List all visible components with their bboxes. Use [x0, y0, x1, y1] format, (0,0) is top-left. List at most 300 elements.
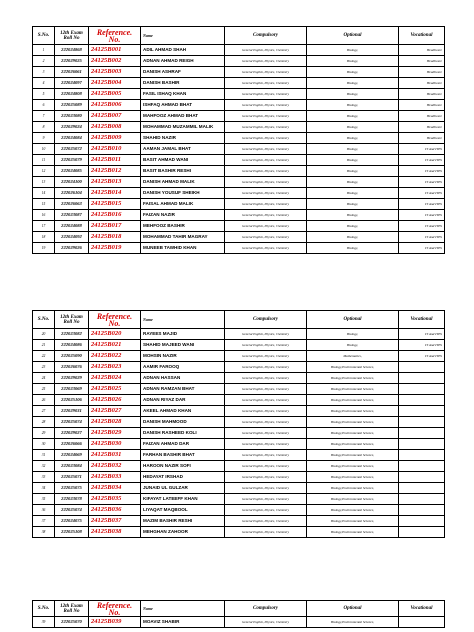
cell-reference-no: 24125B021: [89, 340, 141, 351]
cell-roll-no: 222025090: [55, 351, 89, 362]
cell-vocational: [399, 516, 445, 527]
cell-vocational: [399, 384, 445, 395]
cell-reference-no: 24125B010: [89, 144, 141, 155]
cell-sno: 8: [33, 122, 55, 133]
table-header: [33, 601, 445, 617]
table-row: [33, 373, 445, 384]
cell-compulsory: General English, Physics, Chemistry: [225, 461, 307, 472]
cell-optional: Biology,: [307, 100, 399, 111]
cell-sno: 22: [33, 351, 55, 362]
header-name: Name: [141, 601, 225, 617]
cell-optional: Biology,: [307, 133, 399, 144]
header-name: Name: [141, 311, 225, 329]
cell-vocational: IT And ITES: [399, 232, 445, 243]
header-optional: Optional: [307, 311, 399, 329]
table-row: [33, 406, 445, 417]
header-roll: 12th Exam Roll No: [55, 27, 89, 45]
cell-name: KIFAYAT LATEEFF KHAN: [141, 494, 225, 505]
cell-name: LIYAQAT MAQBOOL: [141, 505, 225, 516]
cell-vocational: Healthcare: [399, 78, 445, 89]
cell-compulsory: General English, Physics, Chemistry: [225, 373, 307, 384]
cell-compulsory: General English, Physics, Chemistry: [225, 406, 307, 417]
cell-compulsory: General English, Physics, Chemistry: [225, 111, 307, 122]
cell-reference-no: 24125B011: [89, 155, 141, 166]
table-row: [33, 100, 445, 111]
header-vocational: Vocational: [399, 601, 445, 617]
header-name: Name: [141, 27, 225, 45]
cell-roll-no: 222029025: [55, 56, 89, 67]
table-row: [33, 221, 445, 232]
cell-reference-no: 24125B035: [89, 494, 141, 505]
cell-optional: Biology,: [307, 210, 399, 221]
table-row: [33, 439, 445, 450]
cell-sno: 7: [33, 111, 55, 122]
cell-vocational: Healthcare: [399, 89, 445, 100]
cell-roll-no: 222023084: [55, 461, 89, 472]
cell-optional: Biology,: [307, 221, 399, 232]
table-body: [33, 329, 445, 538]
cell-name: MOHAMMAD MUZAMMIL MALIK: [141, 122, 225, 133]
cell-name: DANISH BASHIR: [141, 78, 225, 89]
cell-roll-no: 222026066: [55, 439, 89, 450]
cell-vocational: [399, 617, 445, 628]
cell-compulsory: General English, Physics, Chemistry: [225, 450, 307, 461]
header-roll: 12th Exam Roll No: [55, 311, 89, 329]
cell-vocational: [399, 362, 445, 373]
cell-sno: 25: [33, 384, 55, 395]
table-row: [33, 417, 445, 428]
cell-optional: Biology,: [307, 340, 399, 351]
cell-reference-no: 24125B002: [89, 56, 141, 67]
cell-name: AAMAN JAMAL BHAT: [141, 144, 225, 155]
cell-vocational: [399, 395, 445, 406]
student-table-2: [32, 310, 445, 538]
header-compulsory: Compulsory: [225, 601, 307, 617]
table-row: [33, 351, 445, 362]
cell-roll-no: 222025108: [55, 527, 89, 538]
cell-compulsory: General English, Physics, Chemistry: [225, 177, 307, 188]
cell-optional: Biology,Environmental Science,: [307, 505, 399, 516]
cell-compulsory: General English, Physics, Chemistry: [225, 155, 307, 166]
cell-name: DANISH AHMAD MALIK: [141, 177, 225, 188]
cell-sno: 12: [33, 166, 55, 177]
cell-roll-no: 222025074: [55, 417, 89, 428]
cell-sno: 1: [33, 45, 55, 56]
cell-reference-no: 24125B015: [89, 199, 141, 210]
cell-optional: Biology,: [307, 111, 399, 122]
cell-name: FARHAN BASHIR BHAT: [141, 450, 225, 461]
cell-reference-no: 24125B020: [89, 329, 141, 340]
cell-name: ADNAN RAMZAN BHAT: [141, 384, 225, 395]
cell-reference-no: 24125B019: [89, 243, 141, 254]
table-row: [33, 494, 445, 505]
cell-reference-no: 24125B001: [89, 45, 141, 56]
cell-sno: 27: [33, 406, 55, 417]
header-sno: S.No.: [33, 311, 55, 329]
header-reference: Reference. No.: [89, 27, 141, 45]
cell-name: RAYEES MAJID: [141, 329, 225, 340]
cell-sno: 9: [33, 133, 55, 144]
table-row: [33, 384, 445, 395]
cell-reference-no: 24125B013: [89, 177, 141, 188]
cell-vocational: [399, 450, 445, 461]
cell-reference-no: 24125B038: [89, 527, 141, 538]
table-row: [33, 122, 445, 133]
cell-compulsory: General English, Physics, Chemistry: [225, 417, 307, 428]
cell-sno: 30: [33, 439, 55, 450]
header-compulsory: Compulsory: [225, 27, 307, 45]
cell-optional: Biology,: [307, 243, 399, 254]
header-roll: 12th Exam Roll No: [55, 601, 89, 617]
cell-roll-no: 222024808: [55, 89, 89, 100]
student-table-3: [32, 600, 445, 628]
cell-vocational: Healthcare: [399, 111, 445, 122]
cell-name: FAIZAN NAZIR: [141, 210, 225, 221]
cell-name: MEHFOOZ BASHIR: [141, 221, 225, 232]
cell-optional: Biology,: [307, 45, 399, 56]
cell-reference-no: 24125B032: [89, 461, 141, 472]
cell-name: DANISH RASHEED KOLI: [141, 428, 225, 439]
cell-sno: 26: [33, 395, 55, 406]
cell-reference-no: 24125B022: [89, 351, 141, 362]
cell-vocational: IT And ITES: [399, 166, 445, 177]
table-row: [33, 199, 445, 210]
cell-optional: Biology,: [307, 122, 399, 133]
cell-vocational: [399, 494, 445, 505]
table-row: [33, 362, 445, 373]
cell-compulsory: General English, Physics, Chemistry: [225, 232, 307, 243]
cell-vocational: Healthcare: [399, 56, 445, 67]
cell-compulsory: General English, Physics, Chemistry: [225, 67, 307, 78]
cell-vocational: IT And ITES: [399, 155, 445, 166]
cell-reference-no: 24125B006: [89, 100, 141, 111]
cell-reference-no: 24125B031: [89, 450, 141, 461]
table-row: [33, 210, 445, 221]
cell-sno: 29: [33, 428, 55, 439]
cell-compulsory: General English, Physics, Chemistry: [225, 210, 307, 221]
cell-reference-no: 24125B018: [89, 232, 141, 243]
cell-reference-no: 24125B009: [89, 133, 141, 144]
cell-optional: Biology,: [307, 199, 399, 210]
table-row: [33, 505, 445, 516]
table-row: [33, 472, 445, 483]
cell-optional: Biology,Environmental Science,: [307, 384, 399, 395]
cell-sno: 33: [33, 472, 55, 483]
table-row: [33, 144, 445, 155]
cell-compulsory: General English, Physics, Chemistry: [225, 516, 307, 527]
cell-sno: 38: [33, 527, 55, 538]
cell-sno: 18: [33, 232, 55, 243]
table-row: [33, 78, 445, 89]
cell-optional: Biology,: [307, 177, 399, 188]
cell-sno: 13: [33, 177, 55, 188]
cell-sno: 19: [33, 243, 55, 254]
table-row: [33, 166, 445, 177]
cell-reference-no: 24125B005: [89, 89, 141, 100]
cell-reference-no: 24125B029: [89, 428, 141, 439]
cell-compulsory: General English, Physics, Chemistry: [225, 494, 307, 505]
cell-compulsory: General English, Physics, Chemistry: [225, 78, 307, 89]
cell-vocational: Healthcare: [399, 45, 445, 56]
cell-compulsory: General English, Physics, Chemistry: [225, 505, 307, 516]
cell-vocational: IT And ITES: [399, 340, 445, 351]
cell-compulsory: General English, Physics, Chemistry: [225, 362, 307, 373]
cell-optional: Biology,: [307, 56, 399, 67]
cell-compulsory: General English, Physics, Chemistry: [225, 100, 307, 111]
cell-roll-no: 222023082: [55, 329, 89, 340]
cell-name: BASIT AHMAD WANI: [141, 155, 225, 166]
table-row: [33, 329, 445, 340]
cell-vocational: [399, 527, 445, 538]
header-compulsory: Compulsory: [225, 311, 307, 329]
cell-sno: 16: [33, 210, 55, 221]
cell-optional: Biology,: [307, 166, 399, 177]
cell-sno: 2: [33, 56, 55, 67]
cell-sno: 5: [33, 89, 55, 100]
table-row: [33, 45, 445, 56]
cell-sno: 4: [33, 78, 55, 89]
cell-optional: Biology,Environmental Science,: [307, 439, 399, 450]
cell-optional: Biology,: [307, 155, 399, 166]
cell-reference-no: 24125B007: [89, 111, 141, 122]
cell-optional: Biology,Environmental Science,: [307, 494, 399, 505]
table-header: [33, 311, 445, 329]
cell-name: ADIL AHMAD SHAH: [141, 45, 225, 56]
cell-vocational: IT And ITES: [399, 351, 445, 362]
cell-sno: 34: [33, 483, 55, 494]
cell-vocational: [399, 505, 445, 516]
cell-reference-no: 24125B012: [89, 166, 141, 177]
table-row: [33, 340, 445, 351]
table-row: [33, 483, 445, 494]
cell-sno: 21: [33, 340, 55, 351]
cell-optional: Biology,: [307, 188, 399, 199]
cell-compulsory: General English, Physics, Chemistry: [225, 166, 307, 177]
cell-optional: Biology,Environmental Science,: [307, 516, 399, 527]
cell-name: SHAHID NAZIR: [141, 133, 225, 144]
cell-name: SHAHID MAJEED WANI: [141, 340, 225, 351]
cell-sno: 35: [33, 494, 55, 505]
cell-optional: Biology,: [307, 329, 399, 340]
cell-compulsory: General English, Physics, Chemistry: [225, 395, 307, 406]
cell-name: FAIZAN AHMAD DAR: [141, 439, 225, 450]
cell-optional: Mathematics,: [307, 351, 399, 362]
cell-vocational: [399, 439, 445, 450]
cell-name: DANISH MAHMOOD: [141, 417, 225, 428]
cell-roll-no: 222024868: [55, 45, 89, 56]
table-row: [33, 395, 445, 406]
cell-compulsory: General English, Physics, Chemistry: [225, 89, 307, 100]
cell-optional: Biology,Environmental Science,: [307, 527, 399, 538]
table-row: [33, 450, 445, 461]
cell-name: AAMIR FAROOQ: [141, 362, 225, 373]
cell-name: MOHAMMAD TAHIR MAGRAY: [141, 232, 225, 243]
cell-optional: Biology,: [307, 232, 399, 243]
cell-compulsory: General English, Physics, Chemistry: [225, 340, 307, 351]
cell-compulsory: General English, Physics, Chemistry: [225, 384, 307, 395]
cell-roll-no: 222023087: [55, 210, 89, 221]
cell-compulsory: General English, Physics, Chemistry: [225, 56, 307, 67]
cell-optional: Biology,Environmental Science,: [307, 362, 399, 373]
table-row: [33, 56, 445, 67]
cell-reference-no: 24125B027: [89, 406, 141, 417]
cell-optional: Biology,Environmental Science,: [307, 428, 399, 439]
cell-name: HAROON NAZIR SOFI: [141, 461, 225, 472]
cell-compulsory: General English, Physics, Chemistry: [225, 188, 307, 199]
cell-reference-no: 24125B014: [89, 188, 141, 199]
cell-vocational: IT And ITES: [399, 329, 445, 340]
cell-roll-no: 222029024: [55, 122, 89, 133]
cell-optional: Biology,Environmental Science,: [307, 450, 399, 461]
header-sno: S.No.: [33, 601, 55, 617]
cell-roll-no: 222025106: [55, 395, 89, 406]
cell-reference-no: 24125B037: [89, 516, 141, 527]
cell-vocational: [399, 483, 445, 494]
cell-vocational: [399, 428, 445, 439]
cell-optional: Biology,: [307, 78, 399, 89]
cell-optional: Biology,Environmental Science,: [307, 406, 399, 417]
cell-roll-no: 222025074: [55, 505, 89, 516]
cell-optional: Biology,Environmental Science,: [307, 617, 399, 628]
cell-sno: 6: [33, 100, 55, 111]
table-row: [33, 461, 445, 472]
cell-roll-no: 222024100: [55, 177, 89, 188]
table-row: [33, 428, 445, 439]
cell-reference-no: 24125B028: [89, 417, 141, 428]
cell-roll-no: 222025075: [55, 483, 89, 494]
table-row: [33, 188, 445, 199]
cell-vocational: Healthcare: [399, 122, 445, 133]
cell-roll-no: 222026076: [55, 362, 89, 373]
cell-sno: 37: [33, 516, 55, 527]
student-table-1: [32, 26, 445, 254]
cell-roll-no: 222029031: [55, 406, 89, 417]
cell-name: ADNAN HASSAN: [141, 373, 225, 384]
cell-vocational: IT And ITES: [399, 221, 445, 232]
cell-optional: Biology,Environmental Science,: [307, 373, 399, 384]
cell-roll-no: 222025079: [55, 155, 89, 166]
cell-roll-no: 222029027: [55, 428, 89, 439]
cell-name: MOHSIN NAZIR: [141, 351, 225, 362]
cell-vocational: Healthcare: [399, 133, 445, 144]
table-row: [33, 516, 445, 527]
cell-reference-no: 24125B034: [89, 483, 141, 494]
cell-roll-no: 222029026: [55, 243, 89, 254]
table-body: [33, 45, 445, 254]
cell-sno: 20: [33, 329, 55, 340]
header-sno: S.No.: [33, 27, 55, 45]
cell-name: DANISH YOUSUF SHEIKH: [141, 188, 225, 199]
cell-optional: Biology,Environmental Science,: [307, 472, 399, 483]
cell-compulsory: General English, Physics, Chemistry: [225, 428, 307, 439]
table-header: [33, 27, 445, 45]
cell-roll-no: 222024088: [55, 221, 89, 232]
cell-name: ADNAN AHMAD REIGH: [141, 56, 225, 67]
cell-reference-no: 24125B039: [89, 617, 141, 628]
cell-roll-no: 222024084: [55, 133, 89, 144]
cell-optional: Biology,Environmental Science,: [307, 417, 399, 428]
cell-roll-no: 222024085: [55, 166, 89, 177]
header-optional: Optional: [307, 601, 399, 617]
cell-optional: Biology,: [307, 67, 399, 78]
cell-compulsory: General English, Physics, Chemistry: [225, 329, 307, 340]
cell-name: MUNEEB TAWHID KHAN: [141, 243, 225, 254]
cell-vocational: Healthcare: [399, 100, 445, 111]
cell-roll-no: 222025070: [55, 617, 89, 628]
cell-sno: 28: [33, 417, 55, 428]
cell-reference-no: 24125B004: [89, 78, 141, 89]
cell-vocational: [399, 373, 445, 384]
cell-sno: 17: [33, 221, 55, 232]
cell-vocational: [399, 472, 445, 483]
cell-vocational: IT And ITES: [399, 243, 445, 254]
cell-compulsory: General English, Physics, Chemistry: [225, 351, 307, 362]
cell-compulsory: General English, Physics, Chemistry: [225, 199, 307, 210]
table-row: [33, 67, 445, 78]
cell-vocational: Healthcare: [399, 67, 445, 78]
cell-roll-no: 222024092: [55, 232, 89, 243]
cell-compulsory: General English, Physics, Chemistry: [225, 144, 307, 155]
cell-sno: 11: [33, 155, 55, 166]
cell-reference-no: 24125B036: [89, 505, 141, 516]
table-row: [33, 232, 445, 243]
header-reference: Reference. No.: [89, 311, 141, 329]
cell-name: BASIT BASHIR RESHI: [141, 166, 225, 177]
cell-reference-no: 24125B033: [89, 472, 141, 483]
cell-compulsory: General English, Physics, Chemistry: [225, 122, 307, 133]
cell-reference-no: 24125B003: [89, 67, 141, 78]
cell-compulsory: General English, Physics, Chemistry: [225, 243, 307, 254]
cell-roll-no: 222024097: [55, 78, 89, 89]
cell-vocational: IT And ITES: [399, 144, 445, 155]
cell-compulsory: General English, Physics, Chemistry: [225, 45, 307, 56]
cell-roll-no: 222026063: [55, 199, 89, 210]
cell-name: MAZIM BASHIR RESHI: [141, 516, 225, 527]
cell-optional: Biology,: [307, 144, 399, 155]
cell-name: FASIL ISHAQ KHAN: [141, 89, 225, 100]
cell-optional: Biology,Environmental Science,: [307, 395, 399, 406]
table-row: [33, 133, 445, 144]
cell-reference-no: 24125B016: [89, 210, 141, 221]
cell-reference-no: 24125B017: [89, 221, 141, 232]
cell-name: ADNAN RIYAZ DAR: [141, 395, 225, 406]
cell-vocational: [399, 406, 445, 417]
cell-sno: 32: [33, 461, 55, 472]
cell-reference-no: 24125B024: [89, 373, 141, 384]
cell-vocational: [399, 417, 445, 428]
header-vocational: Vocational: [399, 27, 445, 45]
cell-roll-no: 222025072: [55, 144, 89, 155]
cell-reference-no: 24125B026: [89, 395, 141, 406]
cell-reference-no: 24125B030: [89, 439, 141, 450]
table-row: [33, 177, 445, 188]
cell-name: FAISAL AHMAD MALIK: [141, 199, 225, 210]
header-vocational: Vocational: [399, 311, 445, 329]
cell-vocational: IT And ITES: [399, 199, 445, 210]
cell-name: HEDAYAT IRSHAD: [141, 472, 225, 483]
cell-roll-no: 222025089: [55, 100, 89, 111]
cell-roll-no: 222026104: [55, 188, 89, 199]
table-body: [33, 617, 445, 628]
cell-name: AKEEL AHMAD KHAN: [141, 406, 225, 417]
cell-sno: 24: [33, 373, 55, 384]
cell-sno: 23: [33, 362, 55, 373]
cell-roll-no: 222026061: [55, 67, 89, 78]
cell-reference-no: 24125B023: [89, 362, 141, 373]
cell-sno: 39: [33, 617, 55, 628]
cell-vocational: IT And ITES: [399, 177, 445, 188]
cell-sno: 31: [33, 450, 55, 461]
